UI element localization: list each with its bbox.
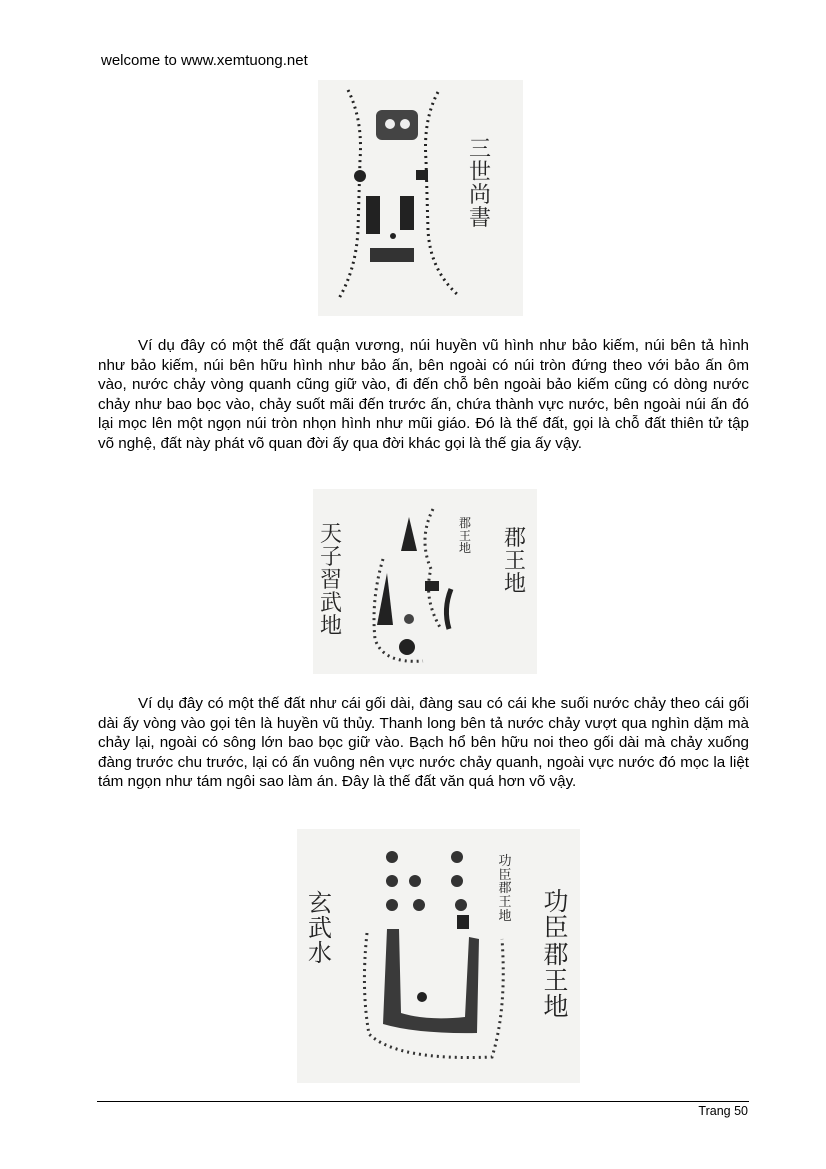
figure-3-label-middle: 功臣郡王地 [498,854,512,924]
figure-1-diagram [318,80,523,316]
figure-2-diagram [313,489,537,674]
figure-2-label-middle: 郡王地 [458,516,471,556]
paragraph-2: Ví dụ đây có một thế đất như cái gối dài, đàng sau có cái khe suối nước chảy theo cái gối dài ấy vòng vào gọi tên là huyền vũ thủy. Thanh long bên tả nước chảy vượt qua nghìn dặm mà chảy lại, ngoài có sông lớn bao bọc giữ vào. Bạch hổ bên hữu noi theo gối dài mà chảy xuống đàng trước chu trước, lại có ấn vuông nên vực nước chảy quanh, ngoài vực nước đó mọc la liệt tám ngọn như tám ngôi sao làm án. Đây là thế đất văn quá hơn võ vậy. [98,695,749,791]
figure-3-drawing [297,829,580,1083]
paragraph-1: Ví dụ đây có một thế đất quận vương, núi huyền vũ hình như bảo kiếm, núi bên tả hình như bảo kiếm, núi bên hữu hình như bảo ấn, bên ngoài có núi tròn đứng theo với bảo ấn ôm vào, nước chảy vòng quanh cũng giữ vào, đi đến chỗ bên ngoài bảo kiếm cũng có dòng nước chảy như bao bọc vào, chảy suốt mãi đến trước ấn, chứa thành vực nước, bên ngoài núi ấn đó lại mọc lên một ngọn núi tròn nhọn hình như mũi giáo. Đó là thế đất, gọi là chỗ đất thiên tử tập võ nghệ, đất này phát võ quan đời ấy qua đời khác gọi là thế gia ấy vậy. [98,337,749,452]
site-header: welcome to www.xemtuong.net [101,52,308,69]
figure-3-label-left: 玄武水 [308,889,332,968]
figure-1-drawing [318,80,523,316]
footer-divider [97,1101,749,1102]
figure-3-label-right: 功臣郡王地 [543,887,569,1021]
page-number: Trang 50 [698,1104,748,1118]
figure-2-label-right: 郡王地 [503,526,526,598]
figure-3-diagram [297,829,580,1083]
figure-2-label-left: 天子習武地 [319,522,342,640]
figure-1-label: 三世尚書 [468,137,491,232]
